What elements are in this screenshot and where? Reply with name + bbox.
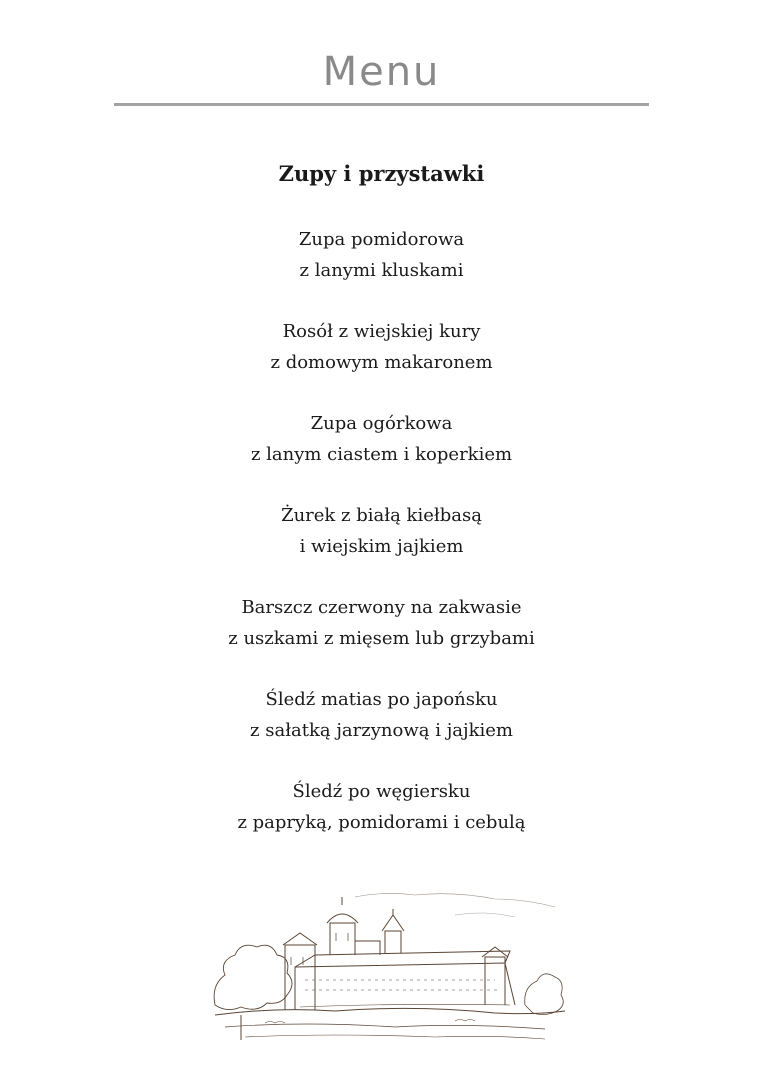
section-heading: Zupy i przystawki <box>278 161 485 186</box>
menu-item-name: Śledź po węgiersku <box>292 781 471 802</box>
menu-item <box>0 408 763 470</box>
menu-item-name: Barszcz czerwony na zakwasie <box>241 597 522 618</box>
menu-item-description: z lanymi kluskami <box>299 260 464 281</box>
menu-item-name: Zupa ogórkowa <box>310 413 453 434</box>
menu-item-name: Zupa pomidorowa <box>298 229 465 250</box>
page-title: Menu <box>322 49 441 95</box>
menu-item-description: i wiejskim jajkiem <box>299 536 464 557</box>
menu-item <box>0 316 763 378</box>
menu-item <box>0 224 763 286</box>
menu-item-name: Śledź matias po japońsku <box>265 689 498 710</box>
menu-item-name: Rosół z wiejskiej kury <box>282 321 481 342</box>
menu-item-name: Żurek z białą kiełbasą <box>281 505 482 526</box>
menu-item <box>0 592 763 654</box>
title-divider <box>114 103 649 106</box>
menu-item <box>0 776 763 838</box>
menu-item-description: z domowym makaronem <box>270 352 493 373</box>
castle-sketch-icon <box>205 885 567 1050</box>
menu-item-description: z papryką, pomidorami i cebulą <box>237 812 526 833</box>
menu-item-list <box>0 224 763 868</box>
menu-item-description: z uszkami z mięsem lub grzybami <box>228 628 535 649</box>
menu-item <box>0 684 763 746</box>
menu-item-description: z sałatką jarzynową i jajkiem <box>250 720 513 741</box>
menu-item <box>0 500 763 562</box>
menu-item-description: z lanym ciastem i koperkiem <box>250 444 513 465</box>
